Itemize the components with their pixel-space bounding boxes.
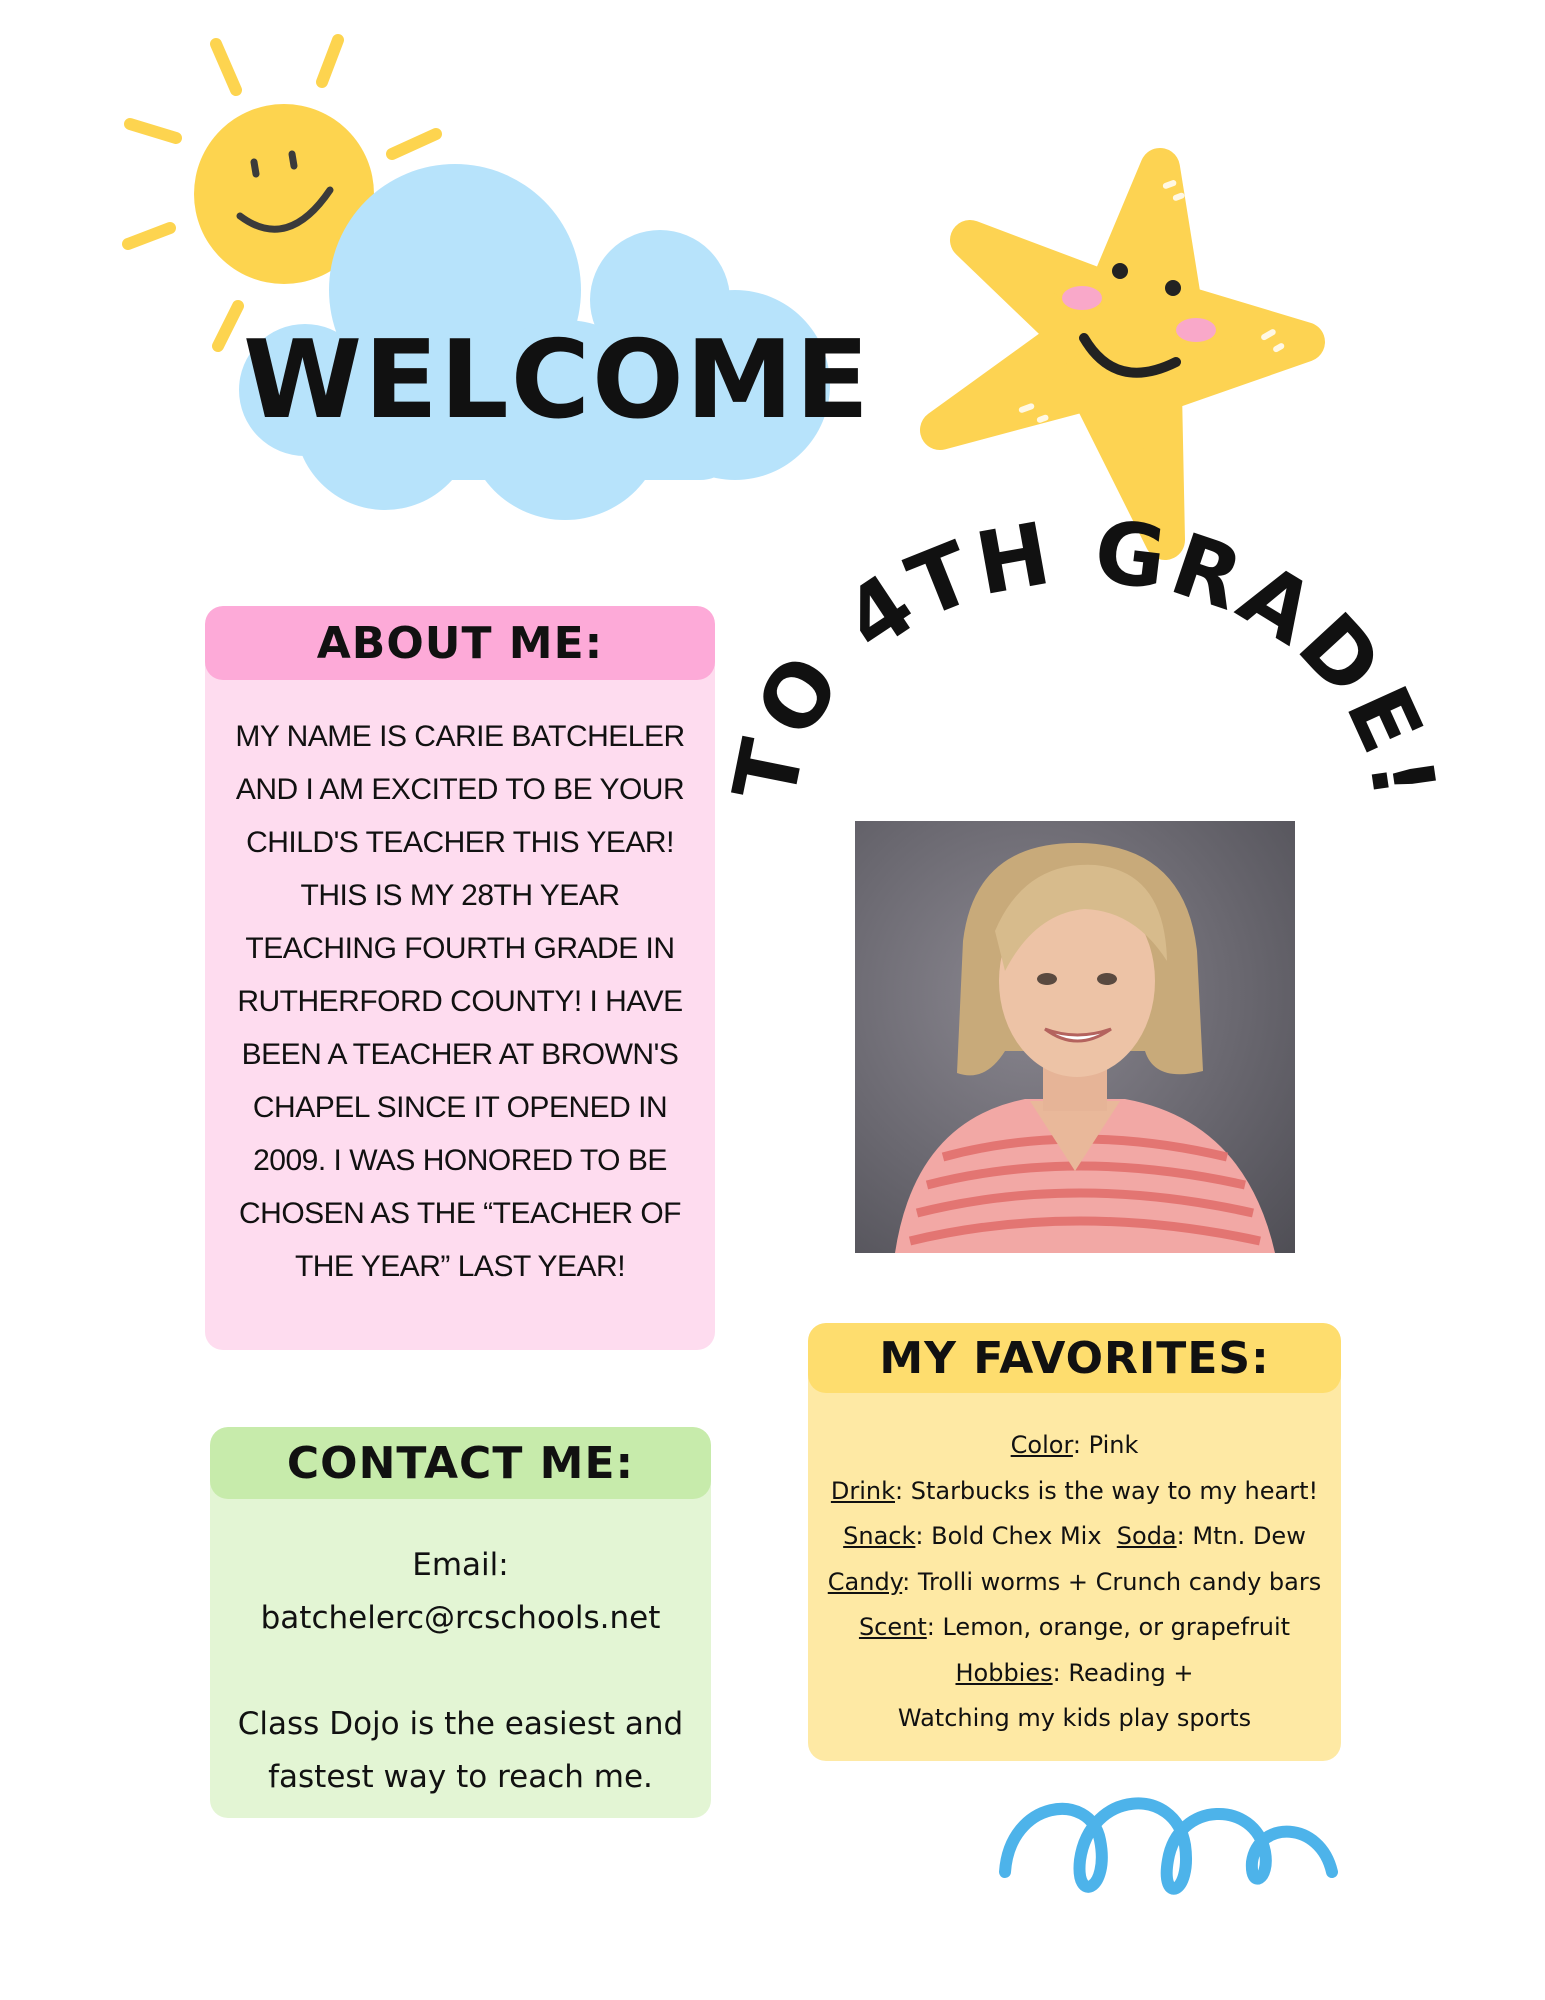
favorite-hobbies-line2: Watching my kids play sports: [897, 1704, 1252, 1732]
email-link[interactable]: batchelerc@rcschools.net: [260, 1600, 661, 1636]
fav-value: : Lemon, orange, or grapefruit: [926, 1613, 1291, 1641]
dojo-text: Class Dojo is the easiest and: [237, 1706, 684, 1742]
fav-label: Drink: [830, 1476, 895, 1505]
about-title: ABOUT ME:: [205, 606, 715, 680]
fav-value: : Pink: [1072, 1431, 1139, 1459]
fav-value: : Bold Chex Mix: [915, 1522, 1117, 1550]
arc-title-text: TO 4TH GRADE!: [714, 501, 1455, 810]
welcome-title: WELCOME: [243, 318, 872, 443]
fav-label: Color: [1010, 1431, 1073, 1459]
fav-value: : Mtn. Dew: [1176, 1522, 1306, 1550]
fav-label: Soda: [1116, 1522, 1177, 1550]
fav-label: Candy: [827, 1567, 903, 1596]
about-paragraph: MY NAME IS CARIE BATCHELER AND I AM EXCITED TO BE YOUR CHILD'S TEACHER THIS YEAR! THIS IS MY 28TH YEAR TEACHING FOURTH GRADE IN RUTHERFORD COUNTY! I HAVE BEEN A TEACHER AT BROWN'S CHAPEL SINCE IT OPENED IN 2009. I WAS HONORED TO BE CHOSEN AS THE “TEACHER OF THE YEAR” LAST YEAR!: [235, 720, 685, 1283]
dojo-text: fastest way to reach me.: [268, 1759, 653, 1795]
fav-label: Scent: [858, 1613, 927, 1641]
email-label: Email:: [412, 1547, 509, 1583]
fav-label: Snack: [843, 1522, 916, 1550]
fav-value: : Reading +: [1052, 1658, 1194, 1687]
fav-label: Hobbies: [955, 1658, 1053, 1687]
fav-value: : Starbucks is the way to my heart!: [895, 1476, 1319, 1505]
contact-title: CONTACT ME:: [210, 1427, 711, 1499]
favorites-title: MY FAVORITES:: [808, 1323, 1341, 1393]
fav-value: : Trolli worms + Crunch candy bars: [902, 1567, 1322, 1596]
